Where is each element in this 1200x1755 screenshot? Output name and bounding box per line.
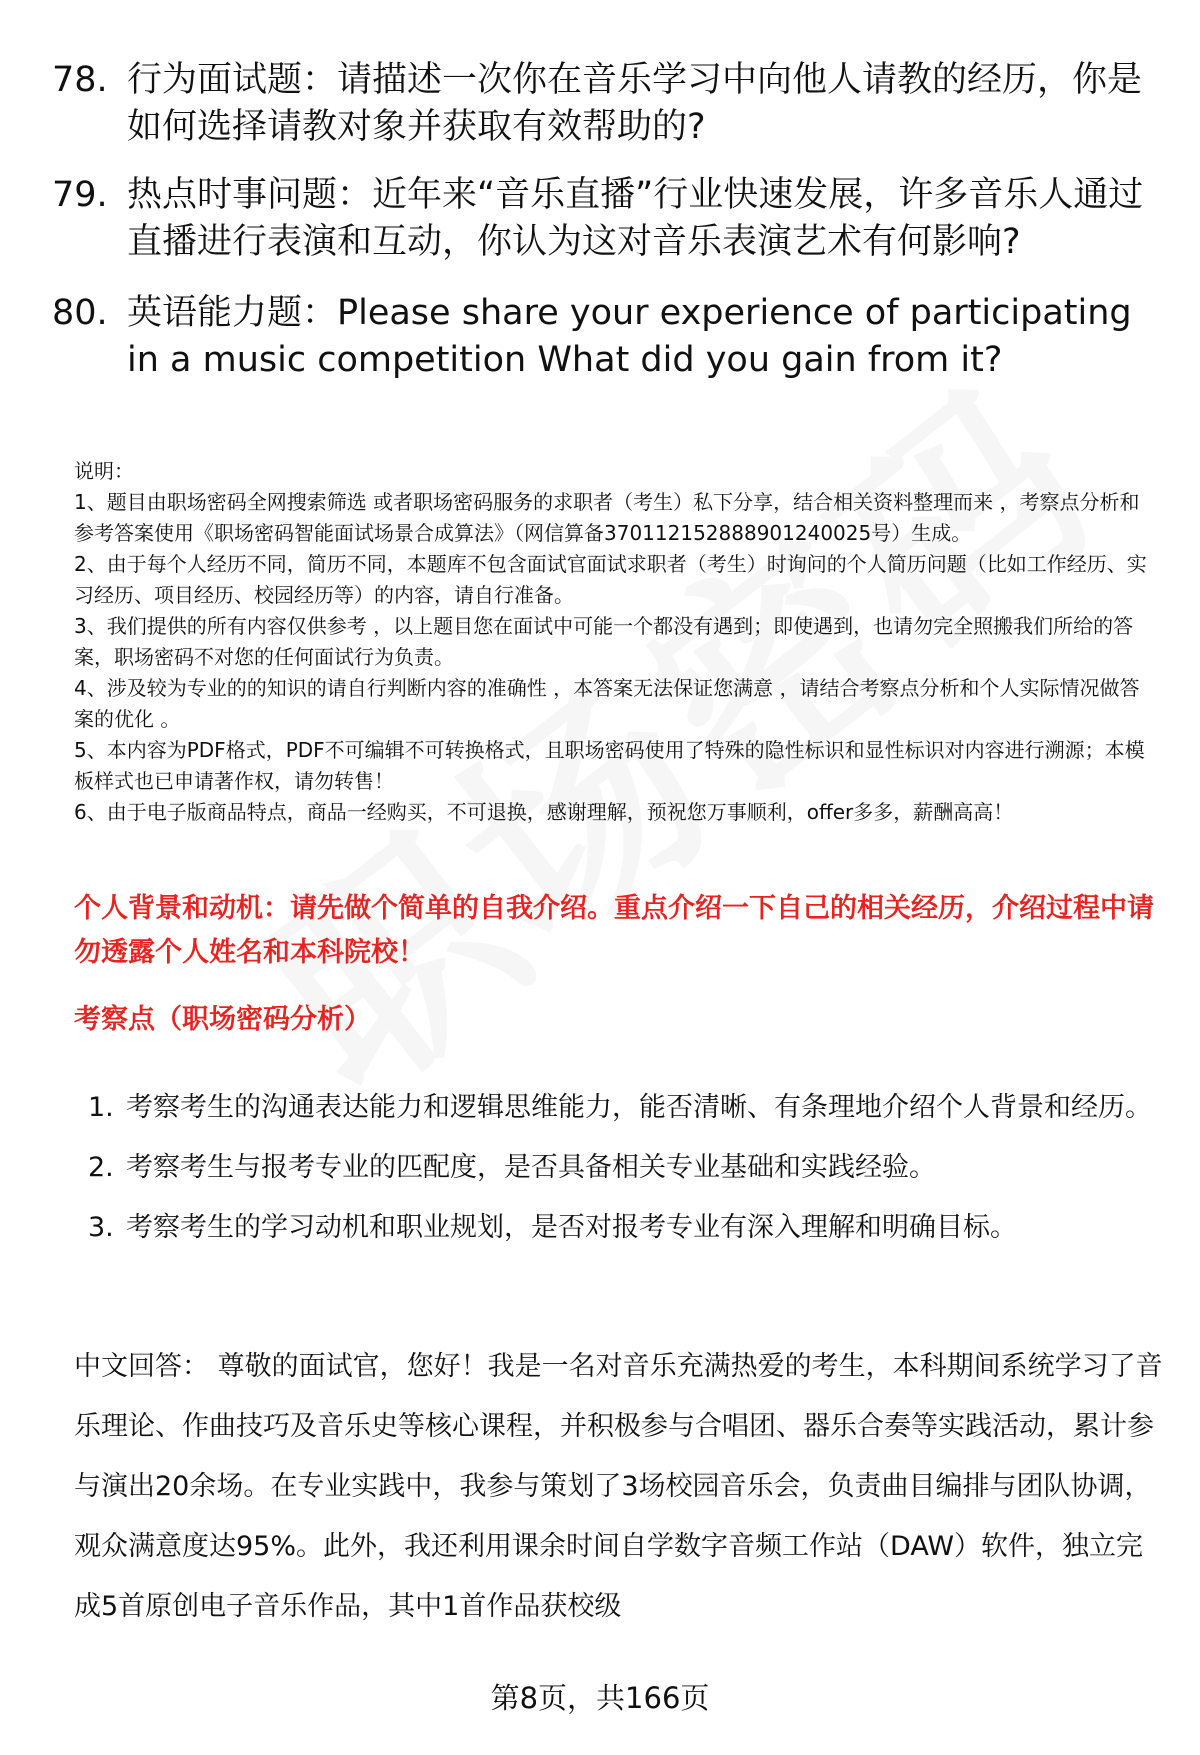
notes-section [74, 456, 1159, 828]
list-item [74, 1138, 1164, 1198]
list-text: 考察考生与报考专业的匹配度，是否具备相关专业基础和实践经验。 [126, 1152, 936, 1183]
question-number: 79. [52, 175, 108, 215]
question-text: 英语能力题：Please share your experience of participating in a music competition What did you gain from it? [127, 293, 1132, 380]
note-item: 2、由于每个人经历不同，简历不同，本题库不包含面试官面试求职者（考生）时询问的个人简历问题（比如工作经历、实习经历、项目经历、校园经历等）的内容，请自行准备。 [74, 552, 1147, 607]
question-79 [52, 172, 1162, 266]
note-item: 4、涉及较为专业的的知识的请自行判断内容的准确性 ，本答案无法保证您满意 ，请结合考察点分析和个人实际情况做答案的优化 。 [74, 676, 1140, 731]
list-text: 考察考生的沟通表达能力和逻辑思维能力，能否清晰、有条理地介绍个人背景和经历。 [126, 1092, 1152, 1123]
list-item [74, 1198, 1164, 1258]
question-text: 热点时事问题：近年来“音乐直播”行业快速发展，许多音乐人通过直播进行表演和互动，你认为这对音乐表演艺术有何影响? [127, 175, 1144, 262]
analysis-title: 考察点（职场密码分析） [74, 1004, 371, 1035]
question-78 [52, 57, 1162, 151]
section-title: 个人背景和动机：请先做个简单的自我介绍。重点介绍一下自己的相关经历，介绍过程中请勿透露个人姓名和本科院校！ [74, 893, 1154, 968]
answer-paragraph: 中文回答： 尊敬的面试官，您好！我是一名对音乐充满热爱的考生，本科期间系统学习了音乐理论、作曲技巧及音乐史等核心课程，并积极参与合唱团、器乐合奏等实践活动，累计参与演出20余场。在专业实践中，我参与策划了3场校园音乐会，负责曲目编排与团队协调，观众满意度达95%。此外，我还利用课余时间自学数字音频工作站（DAW）软件，独立完成5首原创电子音乐作品，其中1首作品获校级 [74, 1351, 1163, 1622]
note-item: 6、由于电子版商品特点，商品一经购买，不可退换，感谢理解，预祝您万事顺利，offer多多，薪酬高高！ [74, 800, 1014, 824]
question-80 [52, 290, 1162, 384]
list-number: 1. [88, 1092, 114, 1123]
list-text: 考察考生的学习动机和职业规划，是否对报考专业有深入理解和明确目标。 [126, 1212, 1017, 1243]
notes-title: 说明： [74, 459, 134, 483]
analysis-points [74, 1078, 1164, 1258]
note-item: 1、题目由职场密码全网搜索筛选 或者职场密码服务的求职者（考生）私下分享，结合相关资料整理而来 ，考察点分析和参考答案使用《职场密码智能面试场景合成算法》（网信算备370112152888901240025号）生成。 [74, 490, 1140, 545]
list-number: 2. [88, 1152, 114, 1183]
note-item: 3、我们提供的所有内容仅供参考 ，以上题目您在面试中可能一个都没有遇到；即使遇到，也请勿完全照搬我们所给的答案，职场密码不对您的任何面试行为负责。 [74, 614, 1134, 669]
question-text: 行为面试题：请描述一次你在音乐学习中向他人请教的经历，你是如何选择请教对象并获取有效帮助的? [127, 60, 1143, 147]
question-number: 80. [52, 293, 108, 333]
list-number: 3. [88, 1212, 114, 1243]
list-item [74, 1078, 1164, 1138]
page-footer: 第8页，共166页 [490, 1681, 710, 1715]
question-number: 78. [52, 60, 108, 100]
note-item: 5、本内容为PDF格式，PDF不可编辑不可转换格式，且职场密码使用了特殊的隐性标识和显性标识对内容进行溯源；本模板样式也已申请著作权，请勿转售！ [74, 738, 1145, 793]
